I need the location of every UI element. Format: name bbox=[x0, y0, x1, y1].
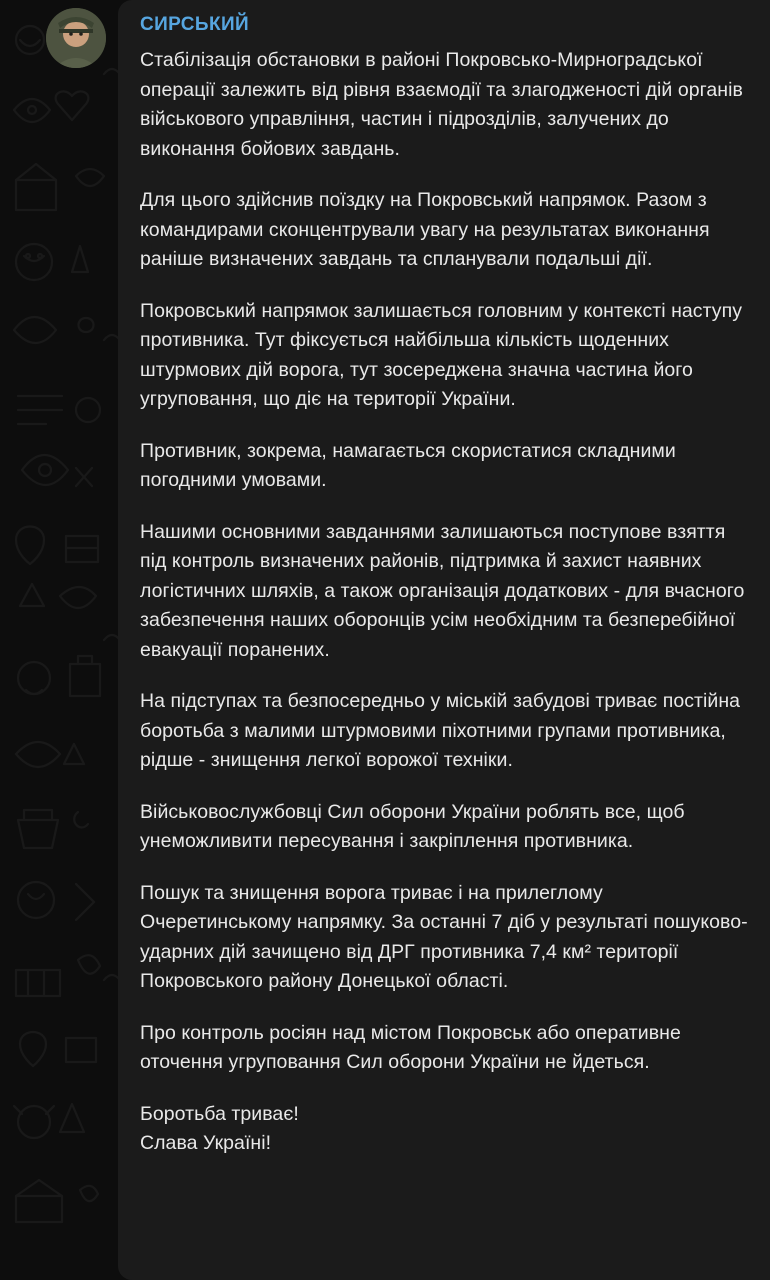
message-paragraph: Противник, зокрема, намагається скористатися складними погодними умовами. bbox=[140, 439, 676, 491]
message-paragraph: На підступах та безпосередньо у міській забудові триває постійна боротьба з малими штурмовими піхотними групами противника, рідше - знищення легкої ворожої техніки. bbox=[140, 690, 741, 771]
message-paragraph: Пошук та знищення ворога триває і на прилеглому Очеретинському напрямку. За останні 7 діб у результаті пошуково-ударних дій зачищено від ДРГ противника 7,4 км² території Покровського району Донецької області. bbox=[140, 881, 748, 992]
message-paragraph: Боротьба триває! bbox=[140, 1102, 299, 1125]
message-paragraph: Покровський напрямок залишається головним у контексті наступу противника. Тут фіксується найбільша кількість щоденних штурмових дій ворога, тут зосереджена значна частина його угруповання, що діє на території України. bbox=[140, 299, 743, 410]
message-paragraph: Для цього здійснив поїздку на Покровський напрямок. Разом з командирами сконцентрували увагу на результатах виконання раніше визначених завдань та спланували подальші дії. bbox=[140, 189, 710, 270]
message-paragraph: Нашими основними завданнями залишаються поступове взяття під контроль визначених районів, підтримка й захист наявних логістичних шляхів, а також організація додаткових - для вчасного забезпечення наших оборонців усім необхідним та безперебійної евакуації поранених. bbox=[140, 520, 745, 661]
message-paragraph: Слава Україні! bbox=[140, 1132, 272, 1154]
message-paragraph: Стабілізація обстановки в районі Покровсько-Мирноградської операції залежить від рівня взаємодії та злагодженості дій органів військового управління, частин і підрозділів, залучених до виконання бойових завдань. bbox=[140, 49, 743, 160]
message-author[interactable]: СИРСЬКИЙ bbox=[140, 14, 250, 35]
message-paragraph: Військовослужбовці Сил оборони України роблять все, щоб унеможливити пересування і закріплення противника. bbox=[140, 800, 685, 852]
avatar[interactable] bbox=[46, 8, 106, 68]
message-paragraph: Про контроль росіян над містом Покровськ або оперативне оточення угруповання Сил оборони України не йдеться. bbox=[140, 1021, 681, 1073]
message-bubble[interactable] bbox=[118, 0, 770, 1280]
